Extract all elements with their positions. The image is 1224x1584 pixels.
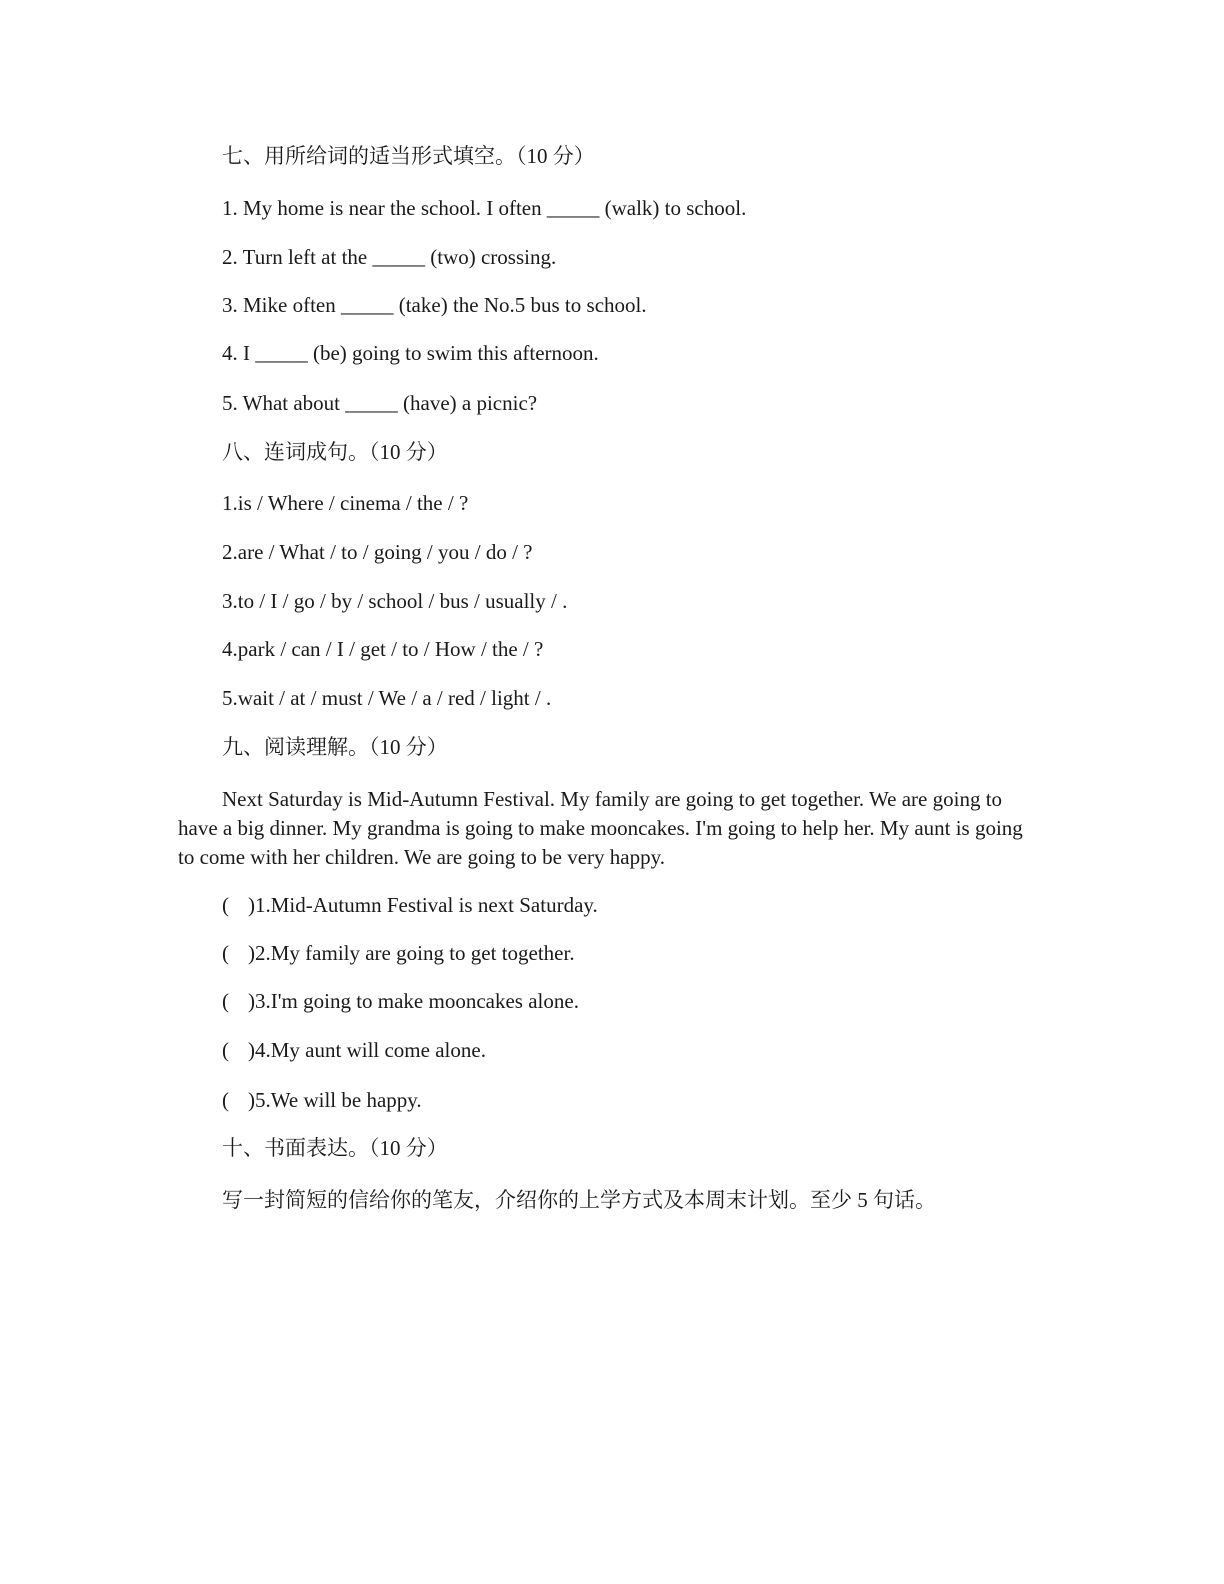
true-false-text: )2.My family are going to get together. (248, 941, 575, 965)
answer-paren: ( (222, 1038, 229, 1062)
section-9-heading: 九、阅读理解。（10 分） (222, 735, 448, 759)
word-order-item-1: 1.is / Where / cinema / the / ? (222, 491, 469, 515)
true-false-item-1 (222, 891, 598, 919)
fill-in-item-2: 2. Turn left at the _____ (two) crossing. (222, 245, 557, 269)
writing-prompt: 写一封简短的信给你的笔友，介绍你的上学方式及本周末计划。至少 5 句话。 (222, 1188, 936, 1212)
true-false-item-4 (222, 1036, 486, 1064)
answer-paren: ( (222, 941, 229, 965)
word-order-item-2: 2.are / What / to / going / you / do / ? (222, 540, 533, 564)
true-false-item-3 (222, 987, 579, 1015)
true-false-item-2 (222, 939, 575, 967)
reading-passage: Next Saturday is Mid-Autumn Festival. My family are going to get together. We are going to have a big dinner. My grandma is going to make mooncakes. I'm going to help her. My aunt is going to come with her children. We are going to be very happy. (178, 787, 1023, 869)
fill-in-item-5: 5. What about _____ (have) a picnic? (222, 391, 538, 415)
true-false-text: )3.I'm going to make mooncakes alone. (248, 989, 579, 1013)
true-false-text: )4.My aunt will come alone. (248, 1038, 486, 1062)
answer-paren: ( (222, 989, 229, 1013)
answer-paren: ( (222, 893, 229, 917)
word-order-item-5: 5.wait / at / must / We / a / red / light / . (222, 686, 552, 710)
answer-paren: ( (222, 1088, 229, 1112)
word-order-item-3: 3.to / I / go / by / school / bus / usually / . (222, 589, 568, 613)
fill-in-item-3: 3. Mike often _____ (take) the No.5 bus to school. (222, 293, 647, 317)
section-7-heading: 七、用所给词的适当形式填空。（10 分） (222, 144, 595, 168)
section-8-heading: 八、连词成句。（10 分） (222, 440, 448, 464)
true-false-item-5 (222, 1086, 422, 1114)
true-false-text: )5.We will be happy. (248, 1088, 422, 1112)
true-false-text: )1.Mid-Autumn Festival is next Saturday. (248, 893, 598, 917)
word-order-item-4: 4.park / can / I / get / to / How / the / ? (222, 637, 544, 661)
section-10-heading: 十、书面表达。（10 分） (222, 1136, 448, 1160)
fill-in-item-1: 1. My home is near the school. I often _____ (walk) to school. (222, 196, 747, 220)
fill-in-item-4: 4. I _____ (be) going to swim this afternoon. (222, 341, 599, 365)
